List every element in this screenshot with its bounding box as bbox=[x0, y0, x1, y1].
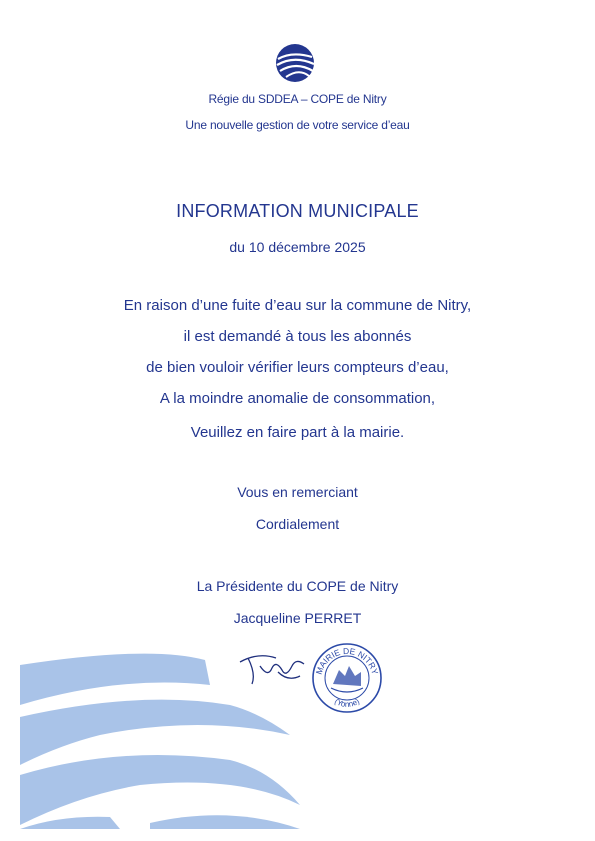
notice-line: il est demandé à tous les abonnés bbox=[183, 328, 412, 345]
closing-thanks: Vous en remerciant bbox=[237, 484, 358, 500]
notice-line: de bien vouloir vérifier leurs compteurs d’eau, bbox=[146, 359, 449, 376]
svg-text:(Yonne) bbox=[333, 697, 362, 709]
mairie-stamp bbox=[309, 640, 385, 716]
org-name: Régie du SDDEA – COPE de Nitry bbox=[208, 92, 387, 106]
signatory-name: Jacqueline PERRET bbox=[233, 610, 362, 626]
notice-line: Veuillez en faire part à la mairie. bbox=[190, 424, 405, 441]
signatory-title: La Présidente du COPE de Nitry bbox=[196, 578, 399, 594]
closing-regards: Cordialement bbox=[255, 516, 340, 532]
signature-mark bbox=[238, 648, 308, 690]
notice-date: du 10 décembre 2025 bbox=[229, 239, 366, 255]
stamp-text-bottom: (Yonne) bbox=[332, 696, 362, 709]
stamp-text-top: MAIRIE DE NITRY bbox=[313, 645, 381, 676]
notice-line: A la moindre anomalie de consommation, bbox=[159, 390, 436, 407]
notice-title: INFORMATION MUNICIPALE bbox=[176, 201, 419, 221]
notice-line: En raison d’une fuite d’eau sur la commune de Nitry, bbox=[123, 297, 472, 314]
sddea-logo-icon bbox=[272, 43, 318, 83]
org-tagline: Une nouvelle gestion de votre service d’eau bbox=[185, 118, 410, 132]
